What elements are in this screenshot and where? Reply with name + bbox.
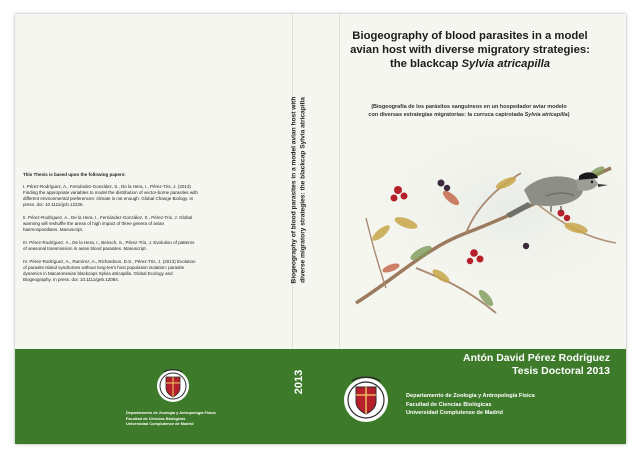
subtitle-prefix: con diversas estrategias migratorias: la curruca capirotada [368,112,525,118]
title-line: Biogeography of blood parasites in a model [352,30,588,42]
university-crest-icon [342,372,390,426]
department-line: Departamento de Zoología y Antropología Física [126,410,216,415]
paper-reference: II. Pérez-Rodríguez, A., De la Hera, I., Fernández-González, S., Pérez-Tris, J. Global warming will reshuffle the areas of high impact of three genera of avian haemosporidians. Manuscript. [23,215,193,232]
species-name: Sylvia atricapilla [461,58,551,70]
spine-title-line: Biogeography of blood parasites in a model avian host with [290,96,298,284]
department-line: Facultad de Ciencias Biológicas [126,415,186,421]
subtitle-suffix: ) [567,112,570,118]
author-block [400,352,610,378]
thesis-title [330,29,610,71]
author-name: Antón David Pérez Rodríguez [462,352,610,364]
front-department-block [406,392,535,418]
papers-list [23,172,198,290]
university-crest-icon [156,366,190,406]
paper-reference: IV. Pérez-Rodríguez, A., Ramírez, A., Richardson, D.S., Pérez-Tris, J. (2013) Evolution of parasite island syndromes without long-term host population isolation: parasite dynamics in Macaronesian blackcaps Sylvia atricapilla. Global Ecology and Biogeography. In press. doi: 10.1111/geb.12084. [23,259,196,282]
department-line: Departamento de Zoología y Antropología Física [406,393,535,399]
department-line: Universidad Complutense de Madrid [126,421,194,427]
spine-title-line: diverse migratory strategies: the blackcap Sylvia atricapilla [299,97,306,283]
subtitle-line: (Biogeografía de los parásitos sanguíneos en un hospedador aviar modelo [371,104,567,110]
department-line: Universidad Complutense de Madrid [406,410,503,416]
species-name: Sylvia atricapilla [524,112,568,118]
title-line: avian host with diverse migratory strategies: [350,44,590,56]
paper-reference: III. Pérez-Rodríguez, A., De la Hera, I., Bensch, S., Pérez-Tris, J. Evolution of patterns of seasonal transmission in avian blood parasites. Manuscript. [23,240,195,251]
department-line: Facultad de Ciencias Biológicas [406,401,492,408]
spine-year: 2013 [293,369,305,395]
title-prefix: the blackcap [389,58,462,70]
back-department-block [126,410,216,427]
blackcap-watercolor-illustration [346,128,626,320]
subtitle-line [334,111,604,119]
spine-title [291,25,308,355]
degree-label: Tesis Doctoral 2013 [512,365,610,377]
paper-reference: I. Pérez-Rodríguez, A., Fernández-González, S., De la Hera, I., Pérez-Tris, J. (2013) Finding the appropriate variables to model the distribution of vector-borne parasites with different environmental preferences: climate is not enough. Global Change Biology. In press. doi: 10.1111/gcb.12226. [23,184,198,207]
thesis-subtitle [334,103,604,119]
papers-intro: This Thesis is based upon the following papers: [23,172,126,177]
title-line [330,57,610,71]
